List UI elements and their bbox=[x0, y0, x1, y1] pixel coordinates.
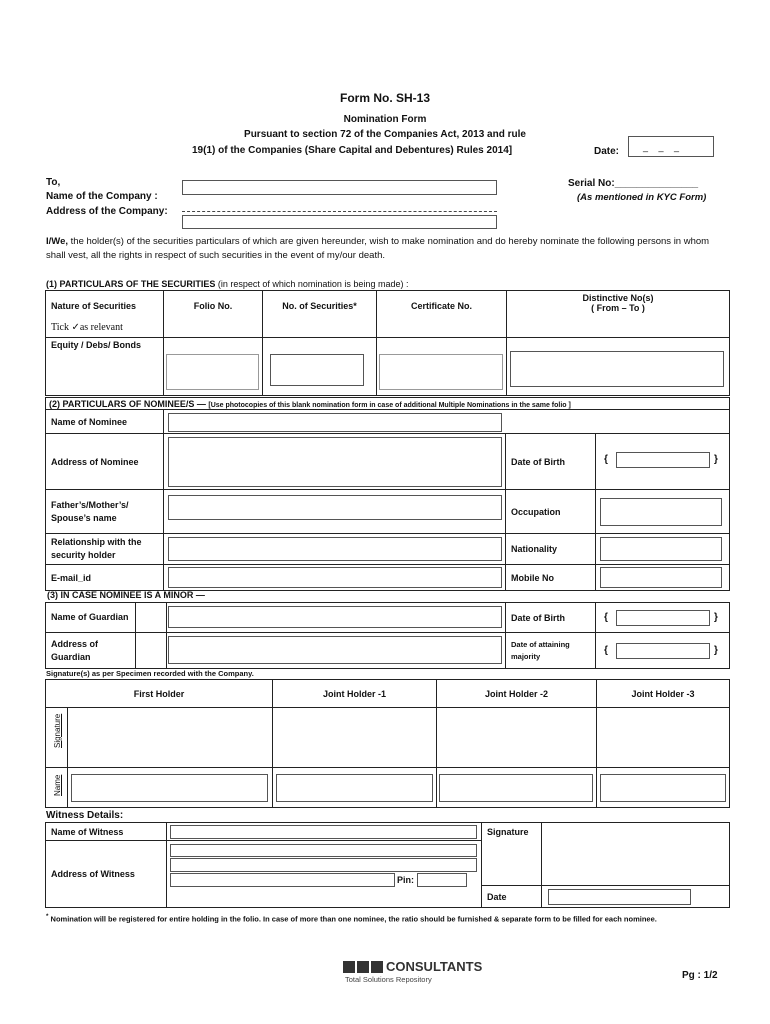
footnote bbox=[46, 911, 736, 925]
witness-name-input[interactable] bbox=[170, 825, 477, 839]
email-label: E-mail_id bbox=[46, 565, 164, 591]
witness-address-cell bbox=[167, 841, 482, 908]
name-row-label-cell bbox=[46, 768, 68, 808]
witness-signature-label: Signature bbox=[482, 823, 542, 886]
section1-heading-bold: (1) PARTICULARS OF THE SECURITIES bbox=[46, 279, 216, 289]
joint-holder-3-name-input[interactable] bbox=[600, 774, 726, 802]
majority-input[interactable] bbox=[616, 643, 710, 659]
minor-dob-cell bbox=[596, 603, 730, 633]
signature-row-label: Signature bbox=[53, 713, 62, 748]
relationship-input[interactable] bbox=[168, 537, 502, 561]
email-input[interactable] bbox=[168, 567, 502, 588]
joint-holder-2-name-input[interactable] bbox=[439, 774, 593, 802]
tick-note: Tick ✓as relevant bbox=[51, 322, 123, 333]
dob-input[interactable] bbox=[616, 452, 710, 468]
witness-name-label: Name of Witness bbox=[46, 823, 167, 841]
col-distinctive bbox=[507, 291, 730, 338]
witness-heading: Witness Details: bbox=[46, 810, 124, 821]
nationality-input[interactable] bbox=[600, 537, 722, 561]
row-security-type: Equity / Debs/ Bonds bbox=[46, 338, 164, 396]
date-placeholder: _ _ _ bbox=[643, 142, 684, 152]
witness-date-input[interactable] bbox=[548, 889, 691, 905]
first-holder-name-input[interactable] bbox=[71, 774, 268, 802]
witness-date-label: Date bbox=[482, 886, 542, 908]
pin-label: Pin: bbox=[397, 875, 414, 885]
section2-heading bbox=[46, 398, 730, 410]
num-securities-input[interactable] bbox=[270, 354, 364, 386]
to-label: To, bbox=[46, 177, 61, 188]
intro-paragraph bbox=[46, 235, 726, 263]
occupation-input[interactable] bbox=[600, 498, 722, 526]
mobile-input[interactable] bbox=[600, 567, 722, 588]
minor-table bbox=[45, 602, 730, 669]
witness-address-label: Address of Witness bbox=[46, 841, 167, 908]
company-address-input-2[interactable] bbox=[182, 215, 497, 229]
guardian-address-input[interactable] bbox=[168, 636, 502, 664]
section2-heading-bold: (2) PARTICULARS OF NOMINEE/S — bbox=[49, 398, 206, 409]
nominee-name-input[interactable] bbox=[168, 413, 502, 432]
relationship-cell bbox=[164, 534, 506, 565]
parent-name-label: Father’s/Mother’s/ Spouse’s name bbox=[46, 490, 164, 534]
minor-dob-input[interactable] bbox=[616, 610, 710, 626]
joint-holder-1-signature[interactable] bbox=[273, 708, 437, 768]
page-number: Pg : 1/2 bbox=[682, 970, 718, 981]
date-label: Date: bbox=[594, 146, 620, 157]
mobile-cell bbox=[596, 565, 730, 591]
witness-signature-cell[interactable] bbox=[542, 823, 730, 886]
joint-holder-1-name-input[interactable] bbox=[276, 774, 433, 802]
col-folio: Folio No. bbox=[164, 291, 263, 338]
witness-table bbox=[45, 822, 730, 908]
joint-holder-2-name-cell bbox=[437, 768, 597, 808]
col-distinctive-line1: Distinctive No(s) bbox=[582, 293, 654, 303]
footnote-star: * bbox=[46, 913, 49, 920]
nominee-address-label: Address of Nominee bbox=[46, 434, 164, 490]
folio-input[interactable] bbox=[166, 354, 259, 390]
serial-no-text: Serial No: bbox=[568, 178, 615, 189]
company-name-label: Name of the Company : bbox=[46, 191, 158, 202]
brand-name: CONSULTANTS bbox=[386, 959, 483, 974]
section3-heading: (3) IN CASE NOMINEE IS A MINOR — bbox=[47, 590, 205, 600]
occupation-cell bbox=[596, 490, 730, 534]
nationality-cell bbox=[596, 534, 730, 565]
company-address-label: Address of the Company: bbox=[46, 206, 168, 217]
col-first-holder: First Holder bbox=[46, 680, 273, 708]
joint-holder-1-name-cell bbox=[273, 768, 437, 808]
signature-table bbox=[45, 679, 730, 808]
mobile-label: Mobile No bbox=[506, 565, 596, 591]
section1-heading bbox=[46, 279, 408, 289]
serial-no-blank[interactable]: _______________ bbox=[614, 178, 699, 189]
form-subtitle-line1: Pursuant to section 72 of the Companies Act, 2013 and rule bbox=[244, 129, 526, 140]
certificate-input[interactable] bbox=[379, 354, 503, 390]
pin-input[interactable] bbox=[417, 873, 467, 887]
parent-name-cell bbox=[164, 490, 506, 534]
certificate-cell bbox=[377, 338, 507, 396]
company-name-input[interactable] bbox=[182, 180, 497, 195]
intro-lead: I/We, bbox=[46, 236, 68, 247]
serial-no-label bbox=[568, 178, 698, 189]
securities-table bbox=[45, 290, 730, 396]
nationality-label: Nationality bbox=[506, 534, 596, 565]
col-joint-holder-1: Joint Holder -1 bbox=[273, 680, 437, 708]
guardian-address-cell bbox=[167, 633, 506, 669]
num-securities-cell bbox=[263, 338, 377, 396]
intro-text: the holder(s) of the securities particulars of which are given hereunder, wish to make nomination and do hereby nominate the following persons in whom shall vest, all the rights in respect of such securities in the event of my/our death. bbox=[46, 236, 710, 261]
joint-holder-2-signature[interactable] bbox=[437, 708, 597, 768]
majority-brace-open: { bbox=[604, 645, 608, 656]
logo-block-3 bbox=[371, 961, 383, 973]
guardian-name-input[interactable] bbox=[168, 606, 502, 628]
witness-name-cell bbox=[167, 823, 482, 841]
guardian-name-label: Name of Guardian bbox=[46, 603, 136, 633]
signature-note: Signature(s) as per Specimen recorded with the Company. bbox=[46, 669, 254, 678]
logo-block-1 bbox=[343, 961, 355, 973]
witness-address-input-1[interactable] bbox=[170, 844, 477, 857]
occupation-label: Occupation bbox=[506, 490, 596, 534]
nominee-address-input[interactable] bbox=[168, 437, 502, 487]
section1-heading-rest: (in respect of which nomination is being made) : bbox=[217, 279, 409, 289]
section2-heading-note: [Use photocopies of this blank nomination form in case of additional Multiple Nominations in the same folio ] bbox=[208, 401, 571, 409]
minor-dob-brace-close: } bbox=[714, 612, 718, 623]
dob-cell bbox=[596, 434, 730, 490]
col-joint-holder-3: Joint Holder -3 bbox=[597, 680, 730, 708]
col-nature-label: Nature of Securities bbox=[51, 301, 137, 311]
email-cell bbox=[164, 565, 506, 591]
footnote-text: Nomination will be registered for entire holding in the folio. In case of more than one nominee, the ratio should be furnished & separate form to be filled for each nominee. bbox=[50, 914, 657, 924]
majority-brace-close: } bbox=[714, 645, 718, 656]
form-title: Nomination Form bbox=[343, 114, 427, 125]
nominee-address-cell bbox=[164, 434, 506, 490]
guardian-name-cell bbox=[167, 603, 506, 633]
relationship-label: Relationship with the security holder bbox=[46, 534, 164, 565]
minor-dob-brace-open: { bbox=[604, 612, 608, 623]
logo-block-2 bbox=[357, 961, 369, 973]
kyc-note: (As mentioned in KYC Form) bbox=[577, 192, 707, 203]
nominee-table bbox=[45, 397, 730, 591]
dob-brace-close: } bbox=[714, 454, 718, 465]
distinctive-cell bbox=[507, 338, 730, 396]
nominee-name-cell bbox=[164, 410, 730, 434]
distinctive-input[interactable] bbox=[510, 351, 724, 387]
parent-name-input[interactable] bbox=[168, 495, 502, 520]
first-holder-signature[interactable] bbox=[68, 708, 273, 768]
guardian-spacer-1 bbox=[136, 603, 167, 633]
col-joint-holder-2: Joint Holder -2 bbox=[437, 680, 597, 708]
form-number: Form No. SH-13 bbox=[339, 91, 430, 105]
col-distinctive-line2: ( From – To ) bbox=[591, 303, 645, 313]
majority-cell bbox=[596, 633, 730, 669]
folio-cell bbox=[164, 338, 263, 396]
nominee-name-label: Name of Nominee bbox=[46, 410, 164, 434]
joint-holder-3-signature[interactable] bbox=[597, 708, 730, 768]
joint-holder-3-name-cell bbox=[597, 768, 730, 808]
first-holder-name-cell bbox=[68, 768, 273, 808]
dob-label: Date of Birth bbox=[506, 434, 596, 490]
majority-label: Date of attaining majority bbox=[506, 633, 596, 669]
dob-brace-open: { bbox=[604, 454, 608, 465]
brand-tagline: Total Solutions Repository bbox=[345, 975, 432, 984]
witness-date-cell bbox=[542, 886, 730, 908]
form-subtitle-line2: 19(1) of the Companies (Share Capital and Debentures) Rules 2014] bbox=[192, 145, 513, 156]
company-address-input-1[interactable] bbox=[182, 200, 497, 212]
guardian-address-label: Address of Guardian bbox=[46, 633, 136, 669]
guardian-spacer-2 bbox=[136, 633, 167, 669]
col-num-securities: No. of Securities* bbox=[263, 291, 377, 338]
date-input[interactable] bbox=[628, 136, 714, 157]
witness-address-input-3[interactable] bbox=[170, 873, 395, 887]
col-certificate: Certificate No. bbox=[377, 291, 507, 338]
name-row-label: Name bbox=[53, 774, 62, 796]
col-nature bbox=[46, 291, 164, 338]
signature-row-label-cell bbox=[46, 708, 68, 768]
witness-address-input-2[interactable] bbox=[170, 858, 477, 872]
minor-dob-label: Date of Birth bbox=[506, 603, 596, 633]
